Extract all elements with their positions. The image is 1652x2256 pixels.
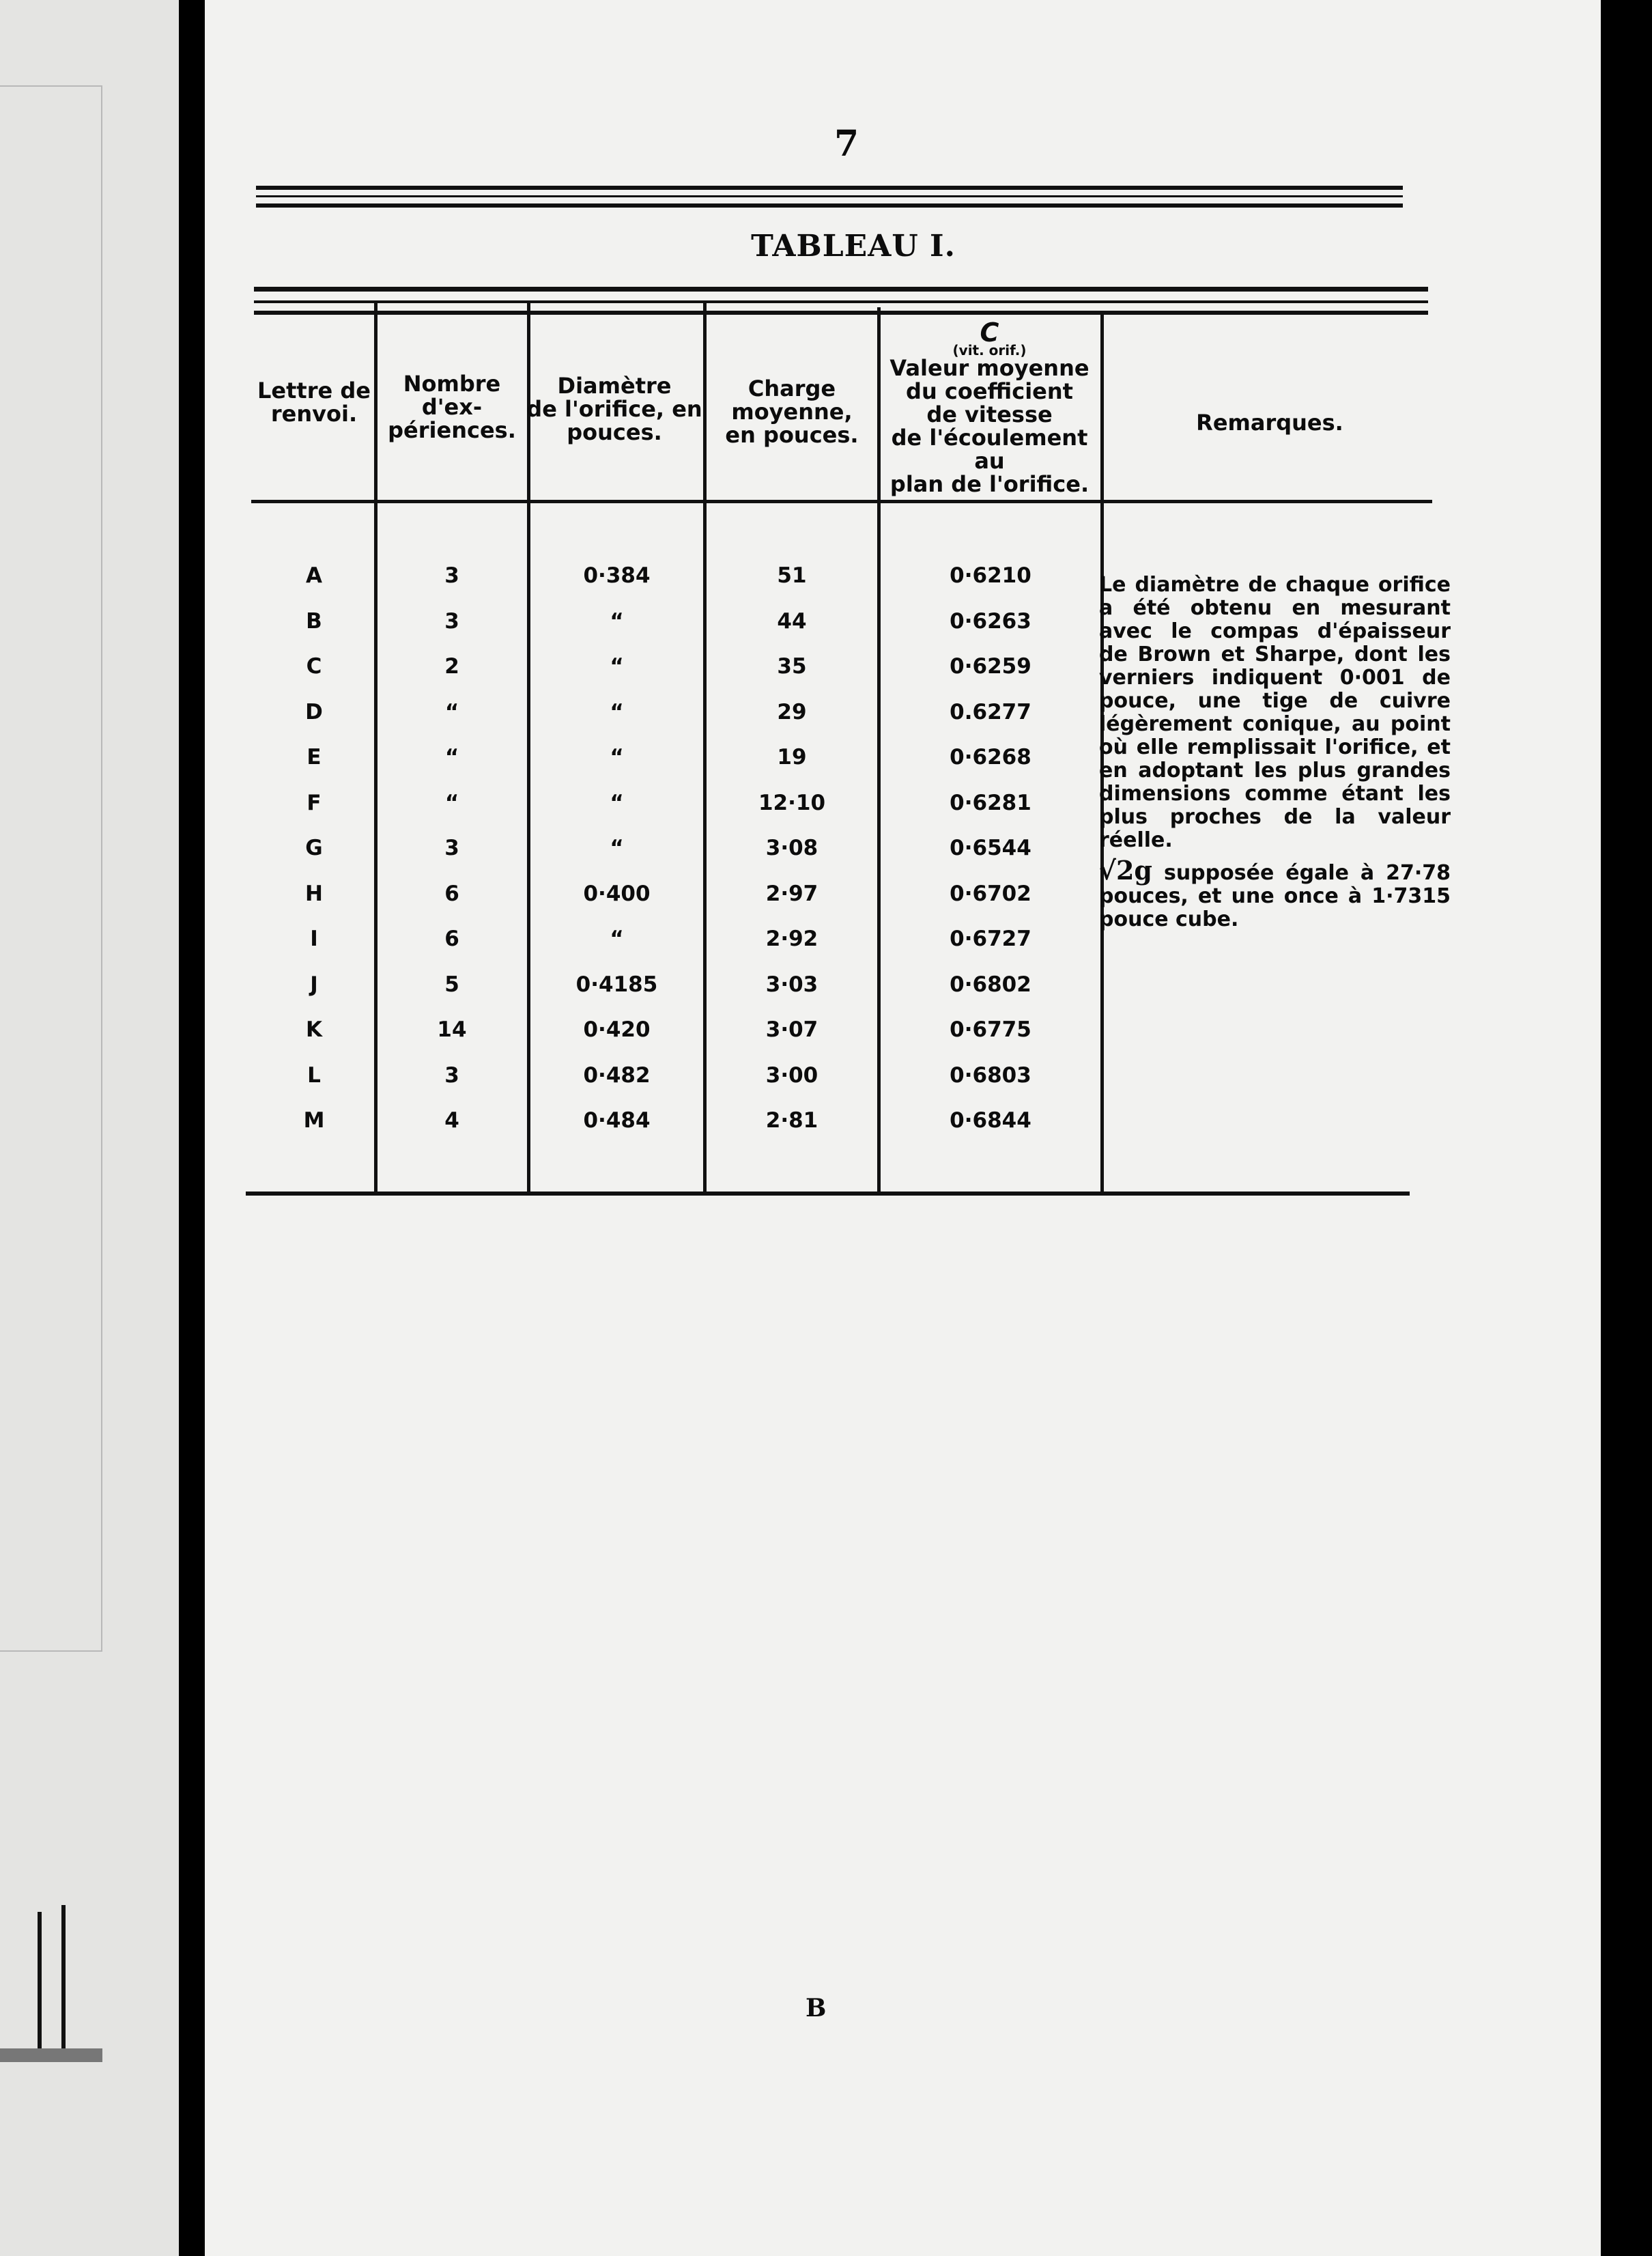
cell-count: 3 xyxy=(444,836,459,860)
cell-count: “ xyxy=(444,699,459,724)
table-title: TABLEAU I. xyxy=(751,229,956,264)
cell-charge: 2·97 xyxy=(765,881,818,906)
cell-letter: L xyxy=(307,1062,321,1088)
cell-letter: E xyxy=(307,745,322,770)
cell-letter: A xyxy=(306,563,322,588)
sqrt-2g-symbol: √2g xyxy=(1099,855,1152,886)
cell-charge: 3·00 xyxy=(765,1062,818,1088)
cell-coef: 0·6281 xyxy=(950,790,1031,815)
cell-diameter: 0·4185 xyxy=(575,972,658,997)
cell-letter: J xyxy=(310,972,318,997)
top-rule xyxy=(256,186,1403,190)
cell-count: 6 xyxy=(444,881,459,906)
header-remarks: Remarques. xyxy=(1196,410,1343,436)
facing-page-mark xyxy=(38,1912,42,2062)
binding-gutter xyxy=(179,0,205,2256)
cell-coef: 0·6844 xyxy=(950,1108,1031,1133)
cell-coef: 0·6802 xyxy=(950,972,1031,997)
cell-coef: 0·6259 xyxy=(950,654,1031,679)
cell-letter: H xyxy=(305,881,323,906)
cell-charge: 12·10 xyxy=(758,790,826,815)
cell-charge: 19 xyxy=(777,745,807,770)
cell-count: 2 xyxy=(444,654,459,679)
cell-letter: G xyxy=(305,836,323,860)
facing-page xyxy=(0,0,179,2256)
facing-page-mark xyxy=(61,1905,66,2062)
cell-diameter: 0·482 xyxy=(583,1062,651,1088)
cell-diameter: “ xyxy=(610,790,624,815)
cell-letter: B xyxy=(306,608,322,634)
cell-charge: 44 xyxy=(777,608,807,634)
cell-letter: F xyxy=(307,790,322,815)
cell-letter: M xyxy=(303,1108,325,1133)
header-rule-2 xyxy=(254,311,1428,315)
cell-coef: 0·6803 xyxy=(950,1062,1031,1088)
cell-count: 3 xyxy=(444,608,459,634)
cell-coef: 0·6268 xyxy=(950,745,1031,770)
cell-charge: 3·07 xyxy=(765,1017,818,1042)
cell-charge: 51 xyxy=(777,563,807,588)
cell-coef: 0·6702 xyxy=(950,881,1031,906)
header-count: Nombre d'ex- périences. xyxy=(388,371,516,443)
table-bottom-rule xyxy=(246,1192,1410,1196)
cell-diameter: “ xyxy=(610,745,624,770)
cell-charge: 3·03 xyxy=(765,972,818,997)
signature-mark: B xyxy=(806,1994,827,2022)
cell-diameter: 0·484 xyxy=(583,1108,651,1133)
facing-page-smudge xyxy=(0,2048,102,2062)
facing-page-frame xyxy=(0,85,102,1652)
top-rule-thin xyxy=(256,195,1403,197)
cell-count: 6 xyxy=(444,927,459,951)
header-diameter: Diamètre de l'orifice, en pouces. xyxy=(526,373,702,445)
cell-count: 3 xyxy=(444,563,459,588)
cell-charge: 29 xyxy=(777,699,807,724)
coefficient-symbol: C xyxy=(980,318,999,348)
page-number: 7 xyxy=(834,123,859,165)
cell-count: 3 xyxy=(444,1062,459,1088)
cell-count: 14 xyxy=(437,1017,467,1042)
cell-diameter: “ xyxy=(610,927,624,951)
scan-edge xyxy=(1601,0,1652,2256)
header-bottom-rule xyxy=(251,500,1432,503)
cell-diameter: 0·384 xyxy=(583,563,651,588)
remarks-paragraph xyxy=(1099,855,1451,931)
cell-letter: K xyxy=(305,1017,323,1042)
cell-diameter: “ xyxy=(610,654,624,679)
cell-coef: 0·6544 xyxy=(950,836,1031,860)
cell-diameter: “ xyxy=(610,608,624,634)
header-charge: Charge moyenne, en pouces. xyxy=(725,376,859,448)
remarks-formula-text: supposée égale à 27·78 pouces, et une once à 1·7315 pouce cube. xyxy=(1099,861,1451,931)
cell-letter: C xyxy=(306,654,322,679)
cell-charge: 3·08 xyxy=(765,836,818,860)
cell-diameter: “ xyxy=(610,836,624,860)
cell-count: 5 xyxy=(444,972,459,997)
top-rule-2 xyxy=(256,203,1403,208)
cell-diameter: “ xyxy=(610,699,624,724)
remarks-paragraph: Le diamètre de chaque orifice a été obtenu en mesurant avec le compas d'épaisseur de Brown et Sharpe, dont les verniers indiquent 0·001 de pouce, une tige de cuivre légèrement conique, au point où elle remplissait l'orifice, et en adoptant les plus grandes dimensions comme étant les plus proches de la valeur réelle. xyxy=(1099,573,1451,852)
header-rule xyxy=(254,287,1428,292)
header-letter: Lettre de renvoi. xyxy=(257,378,371,427)
cell-coef: 0.6277 xyxy=(950,699,1031,724)
header-rule-thin xyxy=(254,300,1428,303)
cell-coef: 0·6727 xyxy=(950,927,1031,951)
header-coefficient: C (vit. orif.) Valeur moyenne du coefficient de vitesse de l'écoulement au plan de l'orifice. xyxy=(875,321,1104,496)
cell-letter: I xyxy=(310,927,318,951)
cell-count: “ xyxy=(444,745,459,770)
cell-coef: 0·6775 xyxy=(950,1017,1031,1042)
remarks-cell xyxy=(1099,574,1451,931)
coefficient-subscript: (vit. orif.) xyxy=(952,342,1027,358)
cell-diameter: 0·400 xyxy=(583,881,651,906)
cell-charge: 2·81 xyxy=(765,1108,818,1133)
cell-charge: 35 xyxy=(777,654,807,679)
cell-count: 4 xyxy=(444,1108,459,1133)
cell-letter: D xyxy=(305,699,323,724)
cell-charge: 2·92 xyxy=(765,927,818,951)
cell-coef: 0·6210 xyxy=(950,563,1031,588)
cell-coef: 0·6263 xyxy=(950,608,1031,634)
cell-diameter: 0·420 xyxy=(583,1017,651,1042)
cell-count: “ xyxy=(444,790,459,815)
